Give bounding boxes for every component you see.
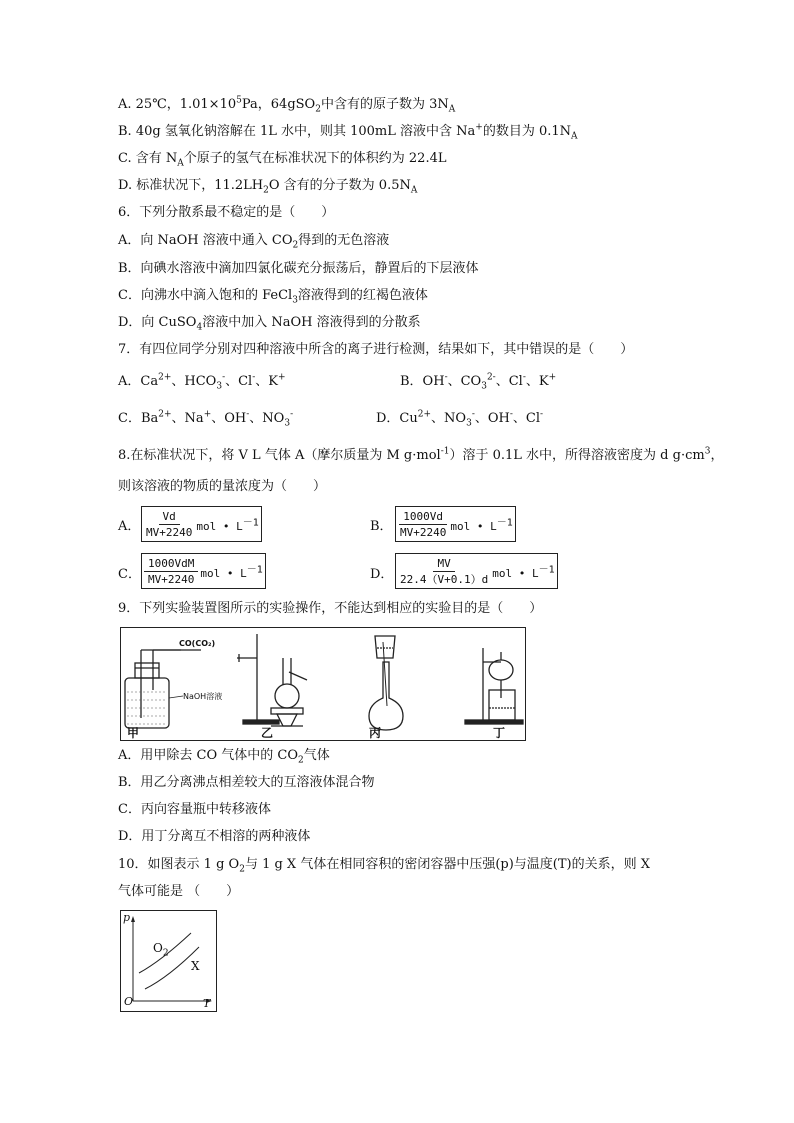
q7-option-a <box>118 373 286 391</box>
q8-c-fraction <box>144 556 198 587</box>
q6-d-text2: 溶液中加入 NaOH 溶液得到的分散系 <box>202 315 421 330</box>
q8-c-unit-sup: －1 <box>246 563 263 575</box>
q5-b-sup: + <box>475 122 483 133</box>
q7-c-s3: - <box>246 409 250 420</box>
q8-d-unit-text: mol • L <box>492 566 539 580</box>
q8-d-label: D． <box>370 567 394 582</box>
q8-stem-line2: 则该溶液的物质的量浓度为（ ） <box>118 479 327 494</box>
q5-a-text2: Pa，64gSO <box>241 97 316 112</box>
q6-a-text: A．向 NaOH 溶液中通入 CO <box>118 233 293 248</box>
q7-c-t2: 、Na <box>171 411 204 426</box>
q8-d-numerator: MV <box>433 556 454 572</box>
q8-c-denominator: MV+2240 <box>148 572 195 586</box>
q5-d-sub: 2 <box>263 185 269 196</box>
apparatus-liquid-label: NaOH溶液 <box>183 692 223 701</box>
q8-c-label: C． <box>118 567 141 582</box>
q6-option-b: B．向碘水溶液中滴加四氯化碳充分振荡后，静置后的下层液体 <box>118 261 479 276</box>
q8-stem-t2: ）溶于 0.1L 水中，所得溶液密度为 d g·cm <box>449 448 705 463</box>
q5-c-text2: 个原子的氢气在标准状况下的体积约为 22.4L <box>183 151 447 166</box>
q10-text2: 与 1 g X 气体在相同容积的密闭容器中压强(p)与温度(T)的关系，则 X <box>244 857 650 872</box>
q10-label-o2 <box>153 941 169 959</box>
q5-a-text: A. 25℃，1.01×10 <box>118 97 237 112</box>
q5-a-sup: 5 <box>236 95 242 106</box>
apparatus-bing-flask <box>369 636 403 730</box>
q7-option-d <box>376 410 543 428</box>
q6-option-c <box>118 287 428 305</box>
q8-a-label: A． <box>118 519 141 534</box>
q7-c-t1: C．Ba <box>118 411 159 426</box>
q7-b-t2: 、CO <box>447 374 482 389</box>
q9-a-sub: 2 <box>298 755 304 766</box>
apparatus-yi-distillation <box>237 634 307 726</box>
apparatus-jia-pointer <box>169 696 183 698</box>
q7-c-s4: - <box>290 409 294 420</box>
apparatus-jia-liquid <box>127 692 167 724</box>
q9-option-a <box>118 747 330 765</box>
q8-stem-t3: ， <box>710 448 724 463</box>
q5-a-text3: 中含有的原子数为 3N <box>320 97 449 112</box>
q8-stem-t1: 8.在标准状况下，将 V L 气体 A（摩尔质量为 M g·mol <box>118 448 441 463</box>
apparatus-label-yi: 乙 <box>261 726 274 740</box>
q8-a-denominator: MV+2240 <box>146 525 193 539</box>
q8-option-a-formula <box>141 506 262 542</box>
q6-c-sub: 3 <box>292 295 298 306</box>
q6-option-a <box>118 232 389 250</box>
q5-b-text: B. 40g 氢氧化钠溶解在 1L 水中，则其 100mL 溶液中含 Na <box>118 124 476 139</box>
q8-c-numerator: 1000VdM <box>144 556 198 572</box>
q10-graph-svg <box>121 911 216 1011</box>
q7-d-s4: - <box>540 409 544 420</box>
q8-d-fraction <box>398 556 490 587</box>
q10-stem-line2: 气体可能是 （ ） <box>118 884 240 899</box>
apparatus-label-bing: 丙 <box>369 726 382 740</box>
q7-option-b <box>400 373 556 391</box>
q7-c-t4: 、NO <box>249 411 285 426</box>
q5-c-sub: A <box>177 158 184 169</box>
q9-apparatus-figure <box>120 627 526 741</box>
apparatus-label-ding: 丁 <box>493 726 506 740</box>
q10-axis-t: T <box>203 997 211 1010</box>
q6-option-d <box>118 314 421 332</box>
q8-a-unit-sup: －1 <box>242 516 259 528</box>
q7-b-t4: 、K <box>525 374 549 389</box>
q10-sub: 2 <box>239 864 245 875</box>
q10-y-arrow <box>131 916 135 922</box>
q5-d-sub2: A <box>410 185 418 196</box>
q7-d-t3: 、OH <box>474 411 510 426</box>
q8-c-unit <box>200 563 263 580</box>
q9-a-text: A．用甲除去 CO 气体中的 CO <box>118 748 298 763</box>
q10-text: 10．如图表示 1 g O <box>118 857 240 872</box>
q8-d-denominator: 22.4（V+0.1）d <box>400 572 489 586</box>
q6-c-text: C．向沸水中滴入饱和的 FeCl <box>118 288 293 303</box>
q5-option-b <box>118 123 578 141</box>
q7-d-s3: - <box>509 409 513 420</box>
q5-b-sub: A <box>571 131 578 142</box>
q7-b-s4: + <box>548 372 557 383</box>
q7-b-b1: 3 <box>481 381 487 392</box>
q7-a-s2: - <box>222 372 226 383</box>
q7-a-s3: - <box>252 372 256 383</box>
q5-b-text2: 的数目为 0.1N <box>482 124 572 139</box>
q8-option-b-formula <box>395 506 516 542</box>
q7-a-t1: A．Ca <box>118 374 159 389</box>
q5-option-a <box>118 96 455 114</box>
q8-a-fraction <box>144 509 194 540</box>
q9-option-d: D．用丁分离互不相溶的两种液体 <box>118 829 311 844</box>
q7-a-t4: 、K <box>255 374 278 389</box>
q10-origin: O <box>124 995 134 1008</box>
apparatus-gas-label: CO(CO₂) <box>179 639 216 648</box>
q7-c-b1: 3 <box>284 418 291 429</box>
q9-a-text2: 气体 <box>303 748 330 763</box>
q8-stem <box>118 447 723 465</box>
q7-b-s1: - <box>444 372 448 383</box>
q8-b-unit <box>450 516 513 533</box>
q8-d-unit-sup: －1 <box>538 563 555 575</box>
q7-a-t3: 、Cl <box>225 374 253 389</box>
q5-option-c <box>118 150 446 168</box>
q7-d-s1: 2+ <box>417 409 432 420</box>
q7-b-s3: - <box>522 372 526 383</box>
q8-b-label: B． <box>370 519 393 534</box>
q10-label-o2-text: O <box>153 941 163 955</box>
q7-a-b1: 3 <box>216 381 223 392</box>
q8-b-denominator: MV+2240 <box>400 525 447 539</box>
q5-d-text2: O 含有的分子数为 0.5N <box>268 178 411 193</box>
q5-c-text: C. 含有 N <box>118 151 178 166</box>
q10-stem <box>118 856 650 874</box>
apparatus-label-jia: 甲 <box>127 726 140 740</box>
q7-d-t2: 、NO <box>431 411 467 426</box>
q10-label-o2-sub: 2 <box>162 948 169 959</box>
q7-b-t3: 、Cl <box>495 374 523 389</box>
q7-c-s2: + <box>203 409 212 420</box>
q7-b-s2: 2- <box>486 372 496 383</box>
q7-d-s2: - <box>471 409 475 420</box>
q6-a-sub: 2 <box>292 240 299 251</box>
q8-a-unit-text: mol • L <box>196 519 243 533</box>
q10-label-x: X <box>191 959 200 973</box>
q8-b-numerator: 1000Vd <box>399 509 447 525</box>
q10-graph <box>120 910 217 1012</box>
q7-d-b1: 3 <box>466 418 472 429</box>
q8-b-fraction <box>398 509 448 540</box>
q5-d-text: D. 标准状况下，11.2LH <box>118 178 264 193</box>
q6-a-text2: 得到的无色溶液 <box>298 233 390 248</box>
q8-option-c-formula <box>141 553 266 589</box>
q6-d-sub: 4 <box>196 322 203 333</box>
q8-b-unit-sup: －1 <box>496 516 513 528</box>
q7-c-t3: 、OH <box>211 411 247 426</box>
q7-option-c <box>118 410 293 428</box>
q7-a-s1: 2+ <box>158 372 172 383</box>
q8-b-unit-text: mol • L <box>450 519 497 533</box>
q8-a-unit <box>196 516 259 533</box>
q7-a-s4: + <box>277 372 286 383</box>
q10-axis-p: p <box>123 911 131 924</box>
q8-stem-sup2: 3 <box>704 446 711 457</box>
q7-c-s1: 2+ <box>158 409 172 420</box>
q5-a-sub2: A <box>448 104 456 115</box>
q5-option-d <box>118 177 417 195</box>
q6-stem: 6．下列分散系最不稳定的是（ ） <box>118 205 335 220</box>
q7-stem: 7．有四位同学分别对四种溶液中所含的离子进行检测，结果如下，其中错误的是（ ） <box>118 342 634 357</box>
q5-a-sub: 2 <box>315 104 321 115</box>
q8-stem-sup1: -1 <box>440 446 450 457</box>
q8-c-unit-text: mol • L <box>200 566 247 580</box>
q7-d-t1: D．Cu <box>376 411 418 426</box>
q7-b-t1: B．OH <box>400 374 445 389</box>
q8-option-d-formula <box>395 553 558 589</box>
q6-d-text: D．向 CuSO <box>118 315 197 330</box>
q7-a-t2: 、HCO <box>171 374 217 389</box>
q9-stem: 9．下列实验装置图所示的实验操作，不能达到相应的实验目的是（ ） <box>118 601 543 616</box>
q8-d-unit <box>492 563 555 580</box>
q7-d-t4: 、Cl <box>512 411 541 426</box>
q9-option-b: B．用乙分离沸点相差较大的互溶液体混合物 <box>118 775 375 790</box>
q9-option-c: C．丙向容量瓶中转移液体 <box>118 802 271 817</box>
apparatus-ding-funnel <box>465 648 523 724</box>
q8-a-numerator: Vd <box>159 509 180 525</box>
q6-c-text2: 溶液得到的红褐色液体 <box>297 288 428 303</box>
